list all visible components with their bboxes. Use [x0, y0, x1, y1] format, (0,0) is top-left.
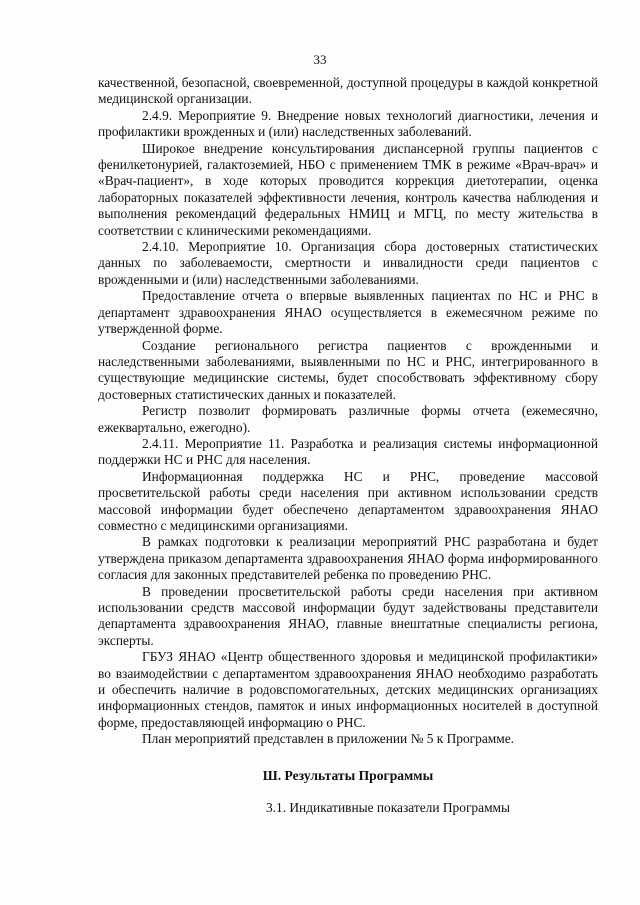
- paragraph-plan: План мероприятий представлен в приложении № 5 к Программе.: [142, 731, 515, 747]
- paragraph-info-support: Информационная поддержка НС и РНС, проведение массовой просветительской работы среди населения при активном использовании средств массовой информации будет обеспечено департаментом здравоохранения ЯНАО совместно с медицинскими организациями.: [98, 468, 598, 533]
- page-number: 33: [313, 52, 327, 67]
- paragraph-continuation: качественной, безопасной, своевременной, доступной процедуры в каждой конкретной медицинской организации.: [98, 75, 598, 107]
- paragraph-item-2-4-9: 2.4.9. Мероприятие 9. Внедрение новых технологий диагностики, лечения и профилактики врожденных и (или) наследственных заболеваний.: [98, 107, 598, 140]
- paragraph-item-2-4-10: 2.4.10. Мероприятие 10. Организация сбора достоверных статистических данных по заболеваемости, смертности и инвалидности среди пациентов с врожденными и (или) наследственными заболеваниями.: [98, 239, 598, 287]
- document-body: [98, 75, 598, 816]
- paragraph-health-center: ГБУЗ ЯНАО «Центр общественного здоровья и медицинской профилактики» во взаимодействии с департаментом здравоохранения ЯНАО необходимо разработать и обеспечить наличие в родовспомогательных, детских медицинских организациях информационных стендов, памяток и иных информационных носителей в доступной форме, предоставляющей информацию о РНС.: [98, 649, 598, 730]
- paragraph-consent-form: В рамках подготовки к реализации мероприятий РНС разработана и будет утверждена приказом департамента здравоохранения ЯНАО форма информированного согласия для законных представителей ребенка по проведению РНС.: [98, 534, 598, 583]
- paragraph-item-2-4-11: 2.4.11. Мероприятие 11. Разработка и реализация системы информационной поддержки НС и РНС для населения.: [98, 435, 598, 468]
- paragraph-consultation: Широкое внедрение консультирования диспансерной группы пациентов с фенилкетонурией, галактоземией, НБО с применением ТМК в режиме «Врач-врач» и «Врач-пациент», в ходе которых проводится коррекция диетотерапии, оценка лабораторных показателей эффективности лечения, контроль качества наблюдения и выполнения рекомендаций федеральных НМИЦ и МГЦ, по месту жительства в соответствии с клиническими рекомендациями.: [98, 140, 598, 238]
- paragraph-registry-forms: Регистр позволит формировать различные формы отчета (ежемесячно, ежеквартально, ежегодно).: [98, 403, 598, 435]
- paragraph-registry-creation: Создание регионального регистра пациентов с врожденными и наследственными заболеваниями, выявленными по НС и РНС, интегрированного в существующие медицинские системы, будет способствовать эффективному сбору достоверных статистических данных и показателей.: [98, 337, 598, 402]
- paragraph-report: Предоставление отчета о впервые выявленных пациентах по НС и РНС в департамент здравоохранения ЯНАО осуществляется в ежемесячном режиме по утвержденной форме.: [98, 288, 598, 337]
- subsection-heading: 3.1. Индикативные показатели Программы: [265, 800, 511, 816]
- section-heading: Ш. Результаты Программы: [262, 767, 434, 783]
- paragraph-outreach: В проведении просветительской работы среди населения при активном использовании средств массовой информации будут задействованы представители департамента здравоохранения ЯНАО, главные внештатные специалисты региона, эксперты.: [98, 583, 598, 648]
